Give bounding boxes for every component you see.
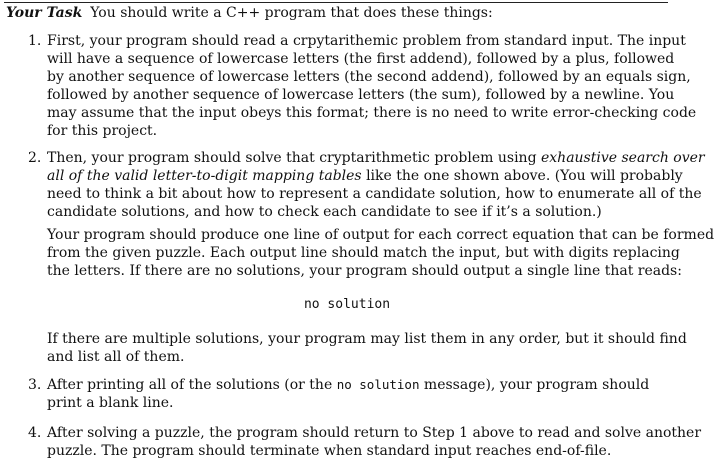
item-2-para2-line: the letters. If there are no solutions, your program should output a single line that reads: bbox=[47, 263, 682, 279]
item-1-number: 1. bbox=[28, 33, 42, 49]
item-1-line: may assume that the input obeys this format; there is no need to write error-checking code bbox=[47, 105, 697, 121]
item-2-line-2 bbox=[47, 167, 683, 185]
item-1-line: First, your program should read a crpytarithemic problem from standard input. The input bbox=[47, 33, 686, 49]
item-3-line-2: print a blank line. bbox=[47, 395, 174, 411]
item-1-line: will have a sequence of lowercase letters (the first addend), followed by a plus, followed bbox=[47, 51, 675, 67]
task-intro: You should write a C++ program that does these things: bbox=[90, 5, 493, 21]
no-solution-code: no solution bbox=[303, 297, 391, 312]
item-2-line-2-italic: all of the valid letter-to-digit mapping tables bbox=[47, 168, 362, 184]
item-1-paragraph bbox=[47, 32, 697, 140]
item-3-paragraph bbox=[47, 376, 650, 412]
item-2-line-1 bbox=[47, 149, 705, 167]
item-2-number: 2. bbox=[28, 150, 42, 166]
item-2-para3-line: If there are multiple solutions, your program may list them in any order, but it should find bbox=[47, 331, 687, 347]
top-rule bbox=[4, 2, 668, 3]
item-2-line: candidate solutions, and how to check each candidate to see if it’s a solution.) bbox=[47, 204, 602, 220]
task-label: Your Task bbox=[6, 5, 83, 21]
item-2-line: need to think a bit about how to represent a candidate solution, how to enumerate all of the bbox=[47, 186, 702, 202]
item-2-paragraph-2 bbox=[47, 226, 714, 280]
task-heading bbox=[6, 4, 493, 22]
item-1-line: for this project. bbox=[47, 123, 158, 139]
item-1-line: by another sequence of lowercase letters (the second addend), followed by an equals sign, bbox=[47, 69, 691, 85]
item-2-line-1-italic: exhaustive search over bbox=[541, 150, 705, 166]
item-3-number: 3. bbox=[28, 377, 42, 393]
item-4-number: 4. bbox=[28, 425, 42, 441]
item-2-line-1-text: Then, your program should solve that cryptarithmetic problem using bbox=[47, 150, 541, 166]
item-2-paragraph-3 bbox=[47, 330, 687, 366]
item-3-line-1-text: After printing all of the solutions (or the bbox=[47, 377, 337, 393]
item-2-para3-line: and list all of them. bbox=[47, 349, 185, 365]
item-2-para2-line: Your program should produce one line of output for each correct equation that can be formed bbox=[47, 227, 714, 243]
item-3-line-1-tail: message), your program should bbox=[419, 377, 650, 393]
item-2-paragraph-1 bbox=[47, 149, 705, 221]
item-2-para2-line: from the given puzzle. Each output line should match the input, but with digits replacing bbox=[47, 245, 680, 261]
item-4-line: puzzle. The program should terminate when standard input reaches end-of-file. bbox=[47, 443, 612, 459]
item-2-line-2-text: like the one shown above. (You will probably bbox=[361, 168, 683, 184]
item-4-line: After solving a puzzle, the program should return to Step 1 above to read and solve another bbox=[47, 425, 702, 441]
item-3-inline-code: no solution bbox=[336, 377, 420, 392]
item-3-line-1 bbox=[47, 376, 650, 394]
item-1-line: followed by another sequence of lowercase letters (the sum), followed by a newline. You bbox=[47, 87, 675, 103]
item-4-paragraph bbox=[47, 424, 702, 460]
